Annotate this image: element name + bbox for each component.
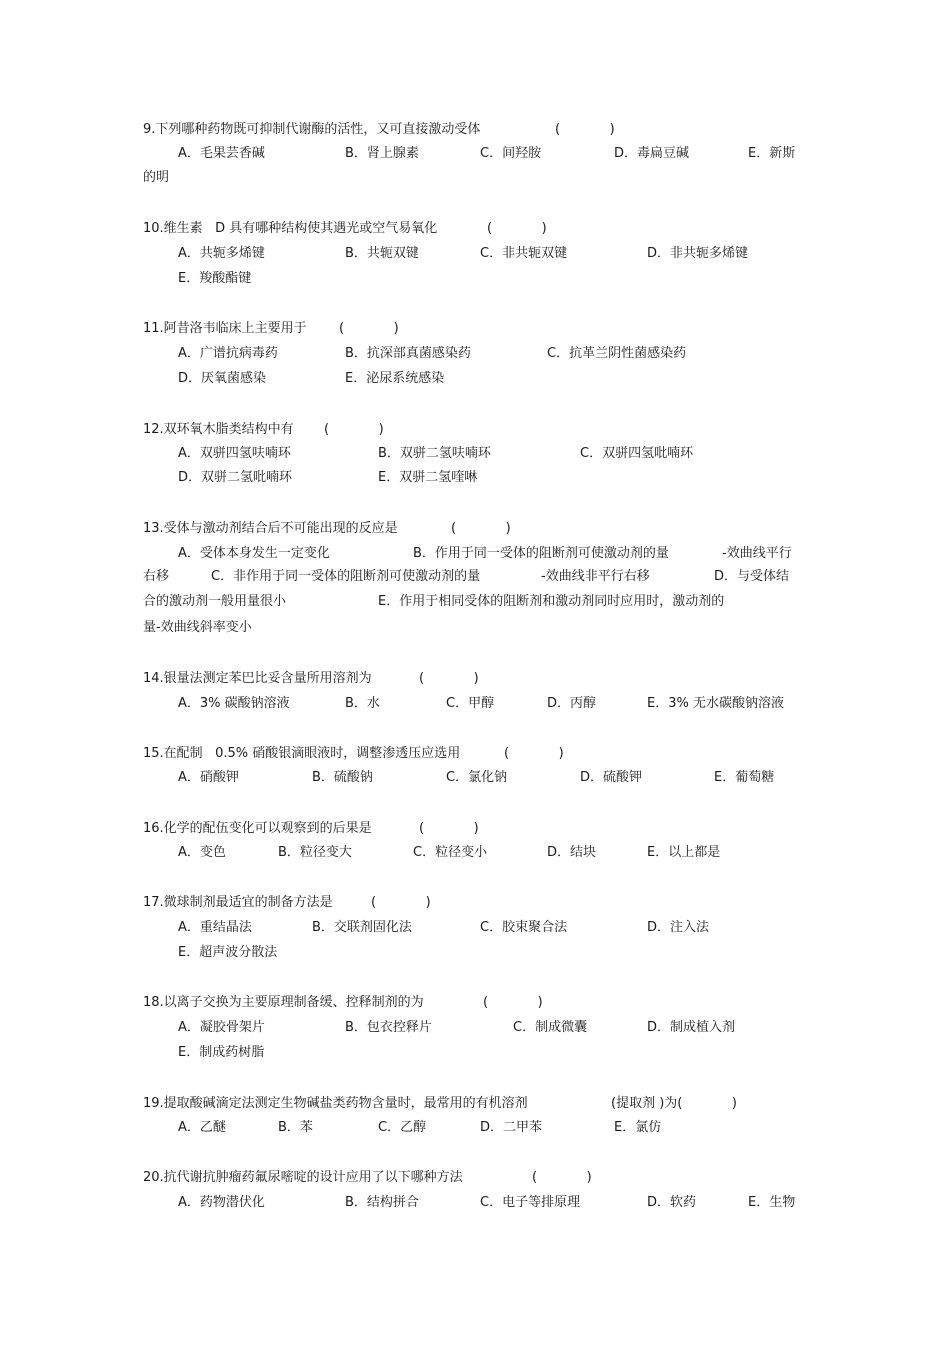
option-fragment: 合的激动剂一般用量很小: [143, 594, 287, 609]
option: D．双骈二氢吡喃环: [178, 470, 293, 485]
option: B．结构拼合: [345, 1195, 419, 1210]
option: D．与受体结: [714, 569, 790, 584]
option: A．广谱抗病毒药: [178, 346, 278, 361]
question-stem: 18.以离子交换为主要原理制备缓、控释制剂的为: [143, 995, 424, 1010]
option-fragment: 右移: [143, 569, 170, 584]
option: B．包衣控释片: [345, 1020, 432, 1035]
option: C．粒径变小: [413, 845, 488, 860]
question-stem: 17.微球制剂最适宜的制备方法是: [143, 895, 333, 910]
option: C．双骈四氢吡喃环: [580, 446, 694, 461]
question-stem: 11.阿昔洛韦临床上主要用于: [143, 321, 307, 336]
option: B．硫酸钠: [312, 770, 373, 785]
option: B．抗深部真菌感染药: [345, 346, 471, 361]
option-fragment: 量-效曲线斜率变小: [143, 620, 252, 635]
option: C．氯化钠: [446, 770, 508, 785]
option: A．变色: [178, 845, 226, 860]
option: D．非共轭多烯键: [647, 246, 749, 261]
question-stem: 19.提取酸碱滴定法测定生物碱盐类药物含量时，最常用的有机溶剂: [143, 1096, 528, 1111]
option: C．制成微囊: [513, 1020, 588, 1035]
answer-blank: ( ): [451, 521, 511, 536]
question-stem: 13.受体与激动剂结合后不可能出现的反应是: [143, 521, 398, 536]
option: E．泌尿系统感染: [345, 371, 445, 386]
option: C．间羟胺: [480, 146, 542, 161]
option: D．硫酸钾: [580, 770, 643, 785]
option: B．苯: [278, 1120, 313, 1135]
option: B．交联剂固化法: [312, 920, 412, 935]
option: A．凝胶骨架片: [178, 1020, 265, 1035]
option: E．氯仿: [614, 1120, 662, 1135]
question-stem: 20.抗代谢抗肿瘤药氟尿嘧啶的设计应用了以下哪种方法: [143, 1170, 463, 1185]
option: D．厌氧菌感染: [178, 371, 267, 386]
option: E．生物: [748, 1195, 796, 1210]
option: B．水: [345, 696, 380, 711]
option: D．制成植入剂: [647, 1020, 736, 1035]
option: B．粒径变大: [278, 845, 352, 860]
option: D．软药: [647, 1195, 697, 1210]
question-stem: 14.银量法测定苯巴比妥含量所用溶剂为: [143, 671, 372, 686]
option: A．药物潜伏化: [178, 1195, 265, 1210]
answer-blank: ( ): [504, 746, 564, 761]
answer-blank: ( ): [419, 671, 479, 686]
option: C．抗革兰阴性菌感染药: [547, 346, 687, 361]
option: E．作用于相同受体的阻断剂和激动剂同时应用时，激动剂的: [378, 594, 725, 609]
option: A．受体本身发生一定变化: [178, 546, 330, 561]
option: E．羧酸酯键: [178, 271, 252, 286]
option: C．乙醇: [378, 1120, 427, 1135]
answer-blank: ( ): [339, 321, 399, 336]
option: A．乙醚: [178, 1120, 226, 1135]
option: E．以上都是: [647, 845, 721, 860]
option: A．重结晶法: [178, 920, 252, 935]
option: B．共轭双键: [345, 246, 419, 261]
option: E．3% 无水碳酸钠溶液: [647, 696, 784, 711]
option: C．非作用于同一受体的阻断剂可使激动剂的量: [211, 569, 481, 584]
option: D．二甲苯: [480, 1120, 543, 1135]
option: E．葡萄糖: [714, 770, 775, 785]
option: C．电子等排原理: [480, 1195, 581, 1210]
question-stem: 15.在配制 0.5% 硝酸银滴眼液时，调整渗透压应选用: [143, 746, 461, 761]
option: D．注入法: [647, 920, 710, 935]
answer-blank: ( ): [324, 422, 384, 437]
option: A．硝酸钾: [178, 770, 239, 785]
option: A．毛果芸香碱: [178, 146, 265, 161]
option: B．双骈二氢呋喃环: [378, 446, 491, 461]
option: D．结块: [547, 845, 597, 860]
option: C．甲醇: [446, 696, 495, 711]
option: E．新斯: [748, 146, 796, 161]
option: A．双骈四氢呋喃环: [178, 446, 291, 461]
option-fragment: -效曲线非平行右移: [541, 569, 650, 584]
option: C．胶束聚合法: [480, 920, 568, 935]
answer-blank: ( ): [555, 122, 615, 137]
question-stem: 12.双环氧木脂类结构中有: [143, 422, 294, 437]
option: C．非共轭双键: [480, 246, 568, 261]
option: A．3% 碳酸钠溶液: [178, 696, 290, 711]
question-stem: 16.化学的配伍变化可以观察到的后果是: [143, 821, 372, 836]
option: B．肾上腺素: [345, 146, 419, 161]
option: D．丙醇: [547, 696, 597, 711]
answer-blank: ( ): [419, 821, 479, 836]
option: E．制成药树脂: [178, 1045, 265, 1060]
answer-blank: ( ): [483, 995, 543, 1010]
option: E．超声波分散法: [178, 945, 278, 960]
question-stem: 10.维生素 D 具有哪种结构使其遇光或空气易氧化: [143, 221, 438, 236]
option-fragment: -效曲线平行: [722, 546, 792, 561]
answer-blank: (提取剂 )为( ): [611, 1096, 738, 1111]
option: A．共轭多烯键: [178, 246, 265, 261]
option: E．双骈二氢喹啉: [378, 470, 478, 485]
option-continuation: 的明: [143, 170, 170, 185]
answer-blank: ( ): [371, 895, 431, 910]
answer-blank: ( ): [487, 221, 547, 236]
answer-blank: ( ): [532, 1170, 592, 1185]
option: B．作用于同一受体的阻断剂可使激动剂的量: [413, 546, 669, 561]
option: D．毒扁豆碱: [614, 146, 690, 161]
question-stem: 9.下列哪种药物既可抑制代谢酶的活性，又可直接激动受体: [143, 122, 481, 137]
